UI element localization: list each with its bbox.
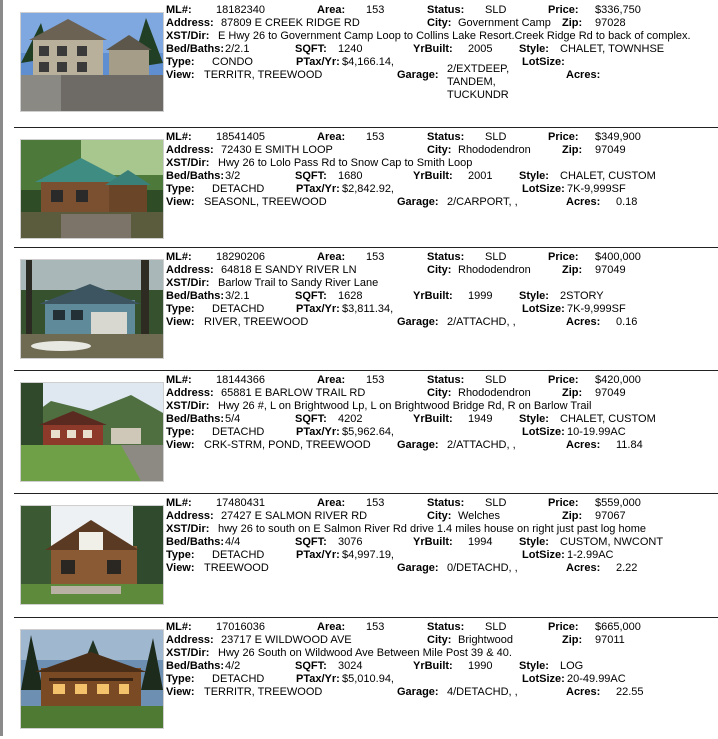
listing-divider: [14, 370, 718, 371]
lotsize-value: 20-49.99AC: [567, 673, 626, 685]
acres-label: Acres:: [566, 686, 601, 698]
zip-value: 97049: [595, 144, 626, 156]
bedbaths-label: Bed/Baths:: [166, 43, 225, 55]
ptax-value: $2,842.92,: [342, 183, 394, 195]
city-value: Rhododendron: [458, 387, 531, 399]
zip-value: 97067: [595, 510, 626, 522]
listing-card: [0, 247, 718, 369]
bedbaths-label: Bed/Baths:: [166, 660, 225, 672]
style-label: Style:: [519, 413, 549, 425]
acres-value: 0.18: [616, 196, 638, 208]
zip-label: Zip:: [562, 634, 583, 646]
ptax-value: $4,997.19,: [342, 549, 394, 561]
price-label: Price:: [548, 621, 579, 633]
xst-value: Hwy 26 South on Wildwood Ave Between Mile Post 39 & 40.: [218, 647, 512, 659]
view-value: TERRITR, TREEWOOD: [204, 686, 323, 698]
garage-value: 2/ATTACHD, ,: [447, 439, 516, 451]
yrbuilt-value: 1949: [468, 413, 493, 425]
view-value: TREEWOOD: [204, 562, 269, 574]
garage-label: Garage:: [397, 69, 439, 81]
view-label: View:: [166, 196, 195, 208]
area-label: Area:: [317, 131, 346, 143]
ptax-value: $4,166.14,: [342, 56, 394, 68]
city-label: City:: [427, 634, 452, 646]
sqft-label: SQFT:: [295, 43, 327, 55]
bedbaths-value: 3/2.1: [225, 290, 250, 302]
yrbuilt-value: 2001: [468, 170, 493, 182]
listing-card: [0, 127, 718, 249]
garage-value: 4/DETACHD, ,: [447, 686, 518, 698]
type-value: CONDO: [212, 56, 253, 68]
bedbaths-value: 5/4: [225, 413, 241, 425]
status-value: SLD: [485, 374, 507, 386]
city-label: City:: [427, 17, 452, 29]
ml-value: 18182340: [216, 4, 265, 16]
acres-value: 2.22: [616, 562, 638, 574]
lotsize-label: LotSize:: [522, 426, 565, 438]
xst-label: XST/Dir:: [166, 30, 210, 42]
type-label: Type:: [166, 183, 195, 195]
garage-label: Garage:: [397, 686, 439, 698]
area-value: 153: [366, 131, 385, 143]
sqft-label: SQFT:: [295, 170, 327, 182]
address-value: 87809 E CREEK RIDGE RD: [221, 17, 360, 29]
city-label: City:: [427, 387, 452, 399]
address-label: Address:: [166, 387, 214, 399]
xst-value: Hwy 26 to Lolo Pass Rd to Snow Cap to Smith Loop: [218, 157, 473, 169]
area-label: Area:: [317, 4, 346, 16]
city-label: City:: [427, 144, 452, 156]
property-photo: [20, 139, 164, 239]
yrbuilt-value: 2005: [468, 43, 493, 55]
status-value: SLD: [485, 621, 507, 633]
view-value: CRK-STRM, POND, TREEWOOD: [204, 439, 371, 451]
listing-card: [0, 370, 718, 492]
price-label: Price:: [548, 374, 579, 386]
xst-label: XST/Dir:: [166, 523, 210, 535]
lotsize-value: 10-19.99AC: [567, 426, 626, 438]
sqft-value: 4202: [338, 413, 363, 425]
acres-label: Acres:: [566, 69, 601, 81]
xst-label: XST/Dir:: [166, 277, 210, 289]
xst-value: hwy 26 to south on E Salmon River Rd drive 1.4 miles house on right just past log home: [218, 523, 647, 535]
type-value: DETACHD: [212, 303, 265, 315]
view-value: SEASONL, TREEWOOD: [204, 196, 327, 208]
style-value: CUSTOM, NWCONT: [560, 536, 664, 548]
view-value: RIVER, TREEWOOD: [204, 316, 309, 328]
city-label: City:: [427, 264, 452, 276]
xst-value: E Hwy 26 to Government Camp Loop to Collins Lake Resort.Creek Ridge Rd to back of complex.: [218, 30, 691, 42]
ptax-value: $5,010.94,: [342, 673, 394, 685]
status-value: SLD: [485, 497, 507, 509]
acres-label: Acres:: [566, 196, 601, 208]
area-value: 153: [366, 621, 385, 633]
type-label: Type:: [166, 303, 195, 315]
type-label: Type:: [166, 56, 195, 68]
address-label: Address:: [166, 17, 214, 29]
sqft-value: 1240: [338, 43, 363, 55]
address-value: 65881 E BARLOW TRAIL RD: [221, 387, 366, 399]
city-value: Rhododendron: [458, 144, 531, 156]
area-value: 153: [366, 4, 385, 16]
garage-value: 2/ATTACHD, ,: [447, 316, 516, 328]
style-label: Style:: [519, 43, 549, 55]
acres-value: 0.16: [616, 316, 638, 328]
view-label: View:: [166, 316, 195, 328]
lotsize-label: LotSize:: [522, 673, 565, 685]
price-label: Price:: [548, 497, 579, 509]
type-value: DETACHD: [212, 426, 265, 438]
price-value: $400,000: [595, 251, 641, 263]
area-value: 153: [366, 497, 385, 509]
address-value: 23717 E WILDWOOD AVE: [221, 634, 352, 646]
yrbuilt-label: YrBuilt:: [413, 536, 453, 548]
xst-value: Barlow Trail to Sandy River Lane: [218, 277, 379, 289]
style-label: Style:: [519, 660, 549, 672]
ptax-label: PTax/Yr:: [296, 426, 340, 438]
zip-label: Zip:: [562, 144, 583, 156]
xst-value: Hwy 26 #, L on Brightwood Lp, L on Brightwood Bridge Rd, R on Barlow Trail: [218, 400, 592, 412]
yrbuilt-value: 1999: [468, 290, 493, 302]
bedbaths-label: Bed/Baths:: [166, 413, 225, 425]
ml-label: ML#:: [166, 497, 192, 509]
view-label: View:: [166, 686, 195, 698]
type-label: Type:: [166, 426, 195, 438]
area-value: 153: [366, 251, 385, 263]
sqft-label: SQFT:: [295, 290, 327, 302]
ml-value: 18290206: [216, 251, 265, 263]
style-value: CHALET, CUSTOM: [560, 413, 656, 425]
sqft-label: SQFT:: [295, 660, 327, 672]
address-label: Address:: [166, 510, 214, 522]
bedbaths-value: 4/4: [225, 536, 241, 548]
type-label: Type:: [166, 673, 195, 685]
ptax-value: $5,962.64,: [342, 426, 394, 438]
price-label: Price:: [548, 4, 579, 16]
address-value: 64818 E SANDY RIVER LN: [221, 264, 357, 276]
view-label: View:: [166, 562, 195, 574]
style-value: CHALET, CUSTOM: [560, 170, 656, 182]
yrbuilt-label: YrBuilt:: [413, 413, 453, 425]
status-label: Status:: [427, 131, 465, 143]
zip-value: 97028: [595, 17, 626, 29]
ml-value: 17016036: [216, 621, 265, 633]
acres-value: 22.55: [616, 686, 644, 698]
price-value: $349,900: [595, 131, 641, 143]
area-label: Area:: [317, 374, 346, 386]
sqft-value: 1628: [338, 290, 363, 302]
ptax-label: PTax/Yr:: [296, 183, 340, 195]
price-value: $665,000: [595, 621, 641, 633]
property-photo: [20, 505, 164, 605]
lotsize-label: LotSize:: [522, 549, 565, 561]
listing-divider: [14, 247, 718, 248]
bedbaths-label: Bed/Baths:: [166, 536, 225, 548]
yrbuilt-label: YrBuilt:: [413, 660, 453, 672]
property-photo: [20, 382, 164, 482]
status-value: SLD: [485, 131, 507, 143]
zip-label: Zip:: [562, 17, 583, 29]
ptax-label: PTax/Yr:: [296, 549, 340, 561]
status-label: Status:: [427, 621, 465, 633]
area-label: Area:: [317, 497, 346, 509]
xst-label: XST/Dir:: [166, 400, 210, 412]
city-label: City:: [427, 510, 452, 522]
status-value: SLD: [485, 4, 507, 16]
listing-card: [0, 0, 718, 122]
area-label: Area:: [317, 251, 346, 263]
acres-label: Acres:: [566, 439, 601, 451]
yrbuilt-label: YrBuilt:: [413, 43, 453, 55]
zip-label: Zip:: [562, 387, 583, 399]
address-label: Address:: [166, 144, 214, 156]
status-value: SLD: [485, 251, 507, 263]
view-value: TERRITR, TREEWOOD: [204, 69, 323, 81]
status-label: Status:: [427, 251, 465, 263]
ml-value: 18541405: [216, 131, 265, 143]
view-label: View:: [166, 69, 195, 81]
address-value: 72430 E SMITH LOOP: [221, 144, 333, 156]
address-value: 27427 E SALMON RIVER RD: [221, 510, 368, 522]
style-value: CHALET, TOWNHSE: [560, 43, 665, 55]
xst-label: XST/Dir:: [166, 647, 210, 659]
sqft-value: 1680: [338, 170, 363, 182]
listing-divider: [14, 617, 718, 618]
lotsize-value: 7K-9,999SF: [567, 303, 626, 315]
listing-card: [0, 617, 718, 739]
lotsize-value: 1-2.99AC: [567, 549, 614, 561]
price-value: $336,750: [595, 4, 641, 16]
sqft-label: SQFT:: [295, 536, 327, 548]
price-label: Price:: [548, 131, 579, 143]
zip-value: 97011: [595, 634, 625, 646]
garage-value: 2/CARPORT, ,: [447, 196, 518, 208]
sqft-value: 3076: [338, 536, 363, 548]
zip-label: Zip:: [562, 510, 583, 522]
address-label: Address:: [166, 264, 214, 276]
lotsize-label: LotSize:: [522, 56, 565, 68]
type-label: Type:: [166, 549, 195, 561]
property-photo: [20, 259, 164, 359]
city-value: Welches: [458, 510, 500, 522]
ml-value: 18144366: [216, 374, 265, 386]
acres-label: Acres:: [566, 562, 601, 574]
ml-label: ML#:: [166, 4, 192, 16]
garage-value: 2/EXTDEEP, TANDEM, TUCKUNDR: [447, 63, 510, 101]
view-label: View:: [166, 439, 195, 451]
bedbaths-label: Bed/Baths:: [166, 290, 225, 302]
price-value: $559,000: [595, 497, 641, 509]
style-value: LOG: [560, 660, 584, 672]
listing-card: [0, 493, 718, 615]
ml-label: ML#:: [166, 374, 192, 386]
ptax-label: PTax/Yr:: [296, 56, 340, 68]
type-value: DETACHD: [212, 183, 265, 195]
listing-divider: [14, 493, 718, 494]
status-label: Status:: [427, 497, 465, 509]
address-label: Address:: [166, 634, 214, 646]
bedbaths-value: 2/2.1: [225, 43, 250, 55]
area-value: 153: [366, 374, 385, 386]
xst-label: XST/Dir:: [166, 157, 210, 169]
garage-label: Garage:: [397, 562, 439, 574]
listing-divider: [14, 127, 718, 128]
style-label: Style:: [519, 170, 549, 182]
price-label: Price:: [548, 251, 579, 263]
type-value: DETACHD: [212, 673, 265, 685]
sqft-value: 3024: [338, 660, 363, 672]
zip-value: 97049: [595, 387, 626, 399]
bedbaths-value: 3/2: [225, 170, 241, 182]
garage-label: Garage:: [397, 439, 439, 451]
yrbuilt-value: 1990: [468, 660, 493, 672]
style-value: 2STORY: [560, 290, 604, 302]
ml-label: ML#:: [166, 251, 192, 263]
price-value: $420,000: [595, 374, 641, 386]
property-photo: [20, 629, 164, 729]
acres-label: Acres:: [566, 316, 601, 328]
city-value: Government Camp: [458, 17, 551, 29]
style-label: Style:: [519, 290, 549, 302]
city-value: Brightwood: [458, 634, 514, 646]
yrbuilt-label: YrBuilt:: [413, 290, 453, 302]
status-label: Status:: [427, 4, 465, 16]
bedbaths-label: Bed/Baths:: [166, 170, 225, 182]
sqft-label: SQFT:: [295, 413, 327, 425]
zip-label: Zip:: [562, 264, 583, 276]
ml-label: ML#:: [166, 621, 192, 633]
lotsize-value: 7K-9,999SF: [567, 183, 626, 195]
ptax-value: $3,811.34,: [342, 303, 394, 315]
style-label: Style:: [519, 536, 549, 548]
city-value: Rhododendron: [458, 264, 531, 276]
zip-value: 97049: [595, 264, 626, 276]
garage-label: Garage:: [397, 196, 439, 208]
property-photo: [20, 12, 164, 112]
ml-value: 17480431: [216, 497, 265, 509]
garage-label: Garage:: [397, 316, 439, 328]
lotsize-label: LotSize:: [522, 183, 565, 195]
area-label: Area:: [317, 621, 346, 633]
type-value: DETACHD: [212, 549, 265, 561]
status-label: Status:: [427, 374, 465, 386]
ml-label: ML#:: [166, 131, 192, 143]
ptax-label: PTax/Yr:: [296, 303, 340, 315]
yrbuilt-label: YrBuilt:: [413, 170, 453, 182]
ptax-label: PTax/Yr:: [296, 673, 340, 685]
acres-value: 11.84: [616, 439, 643, 451]
lotsize-label: LotSize:: [522, 303, 565, 315]
yrbuilt-value: 1994: [468, 536, 493, 548]
bedbaths-value: 4/2: [225, 660, 241, 672]
garage-value: 0/DETACHD, ,: [447, 562, 518, 574]
